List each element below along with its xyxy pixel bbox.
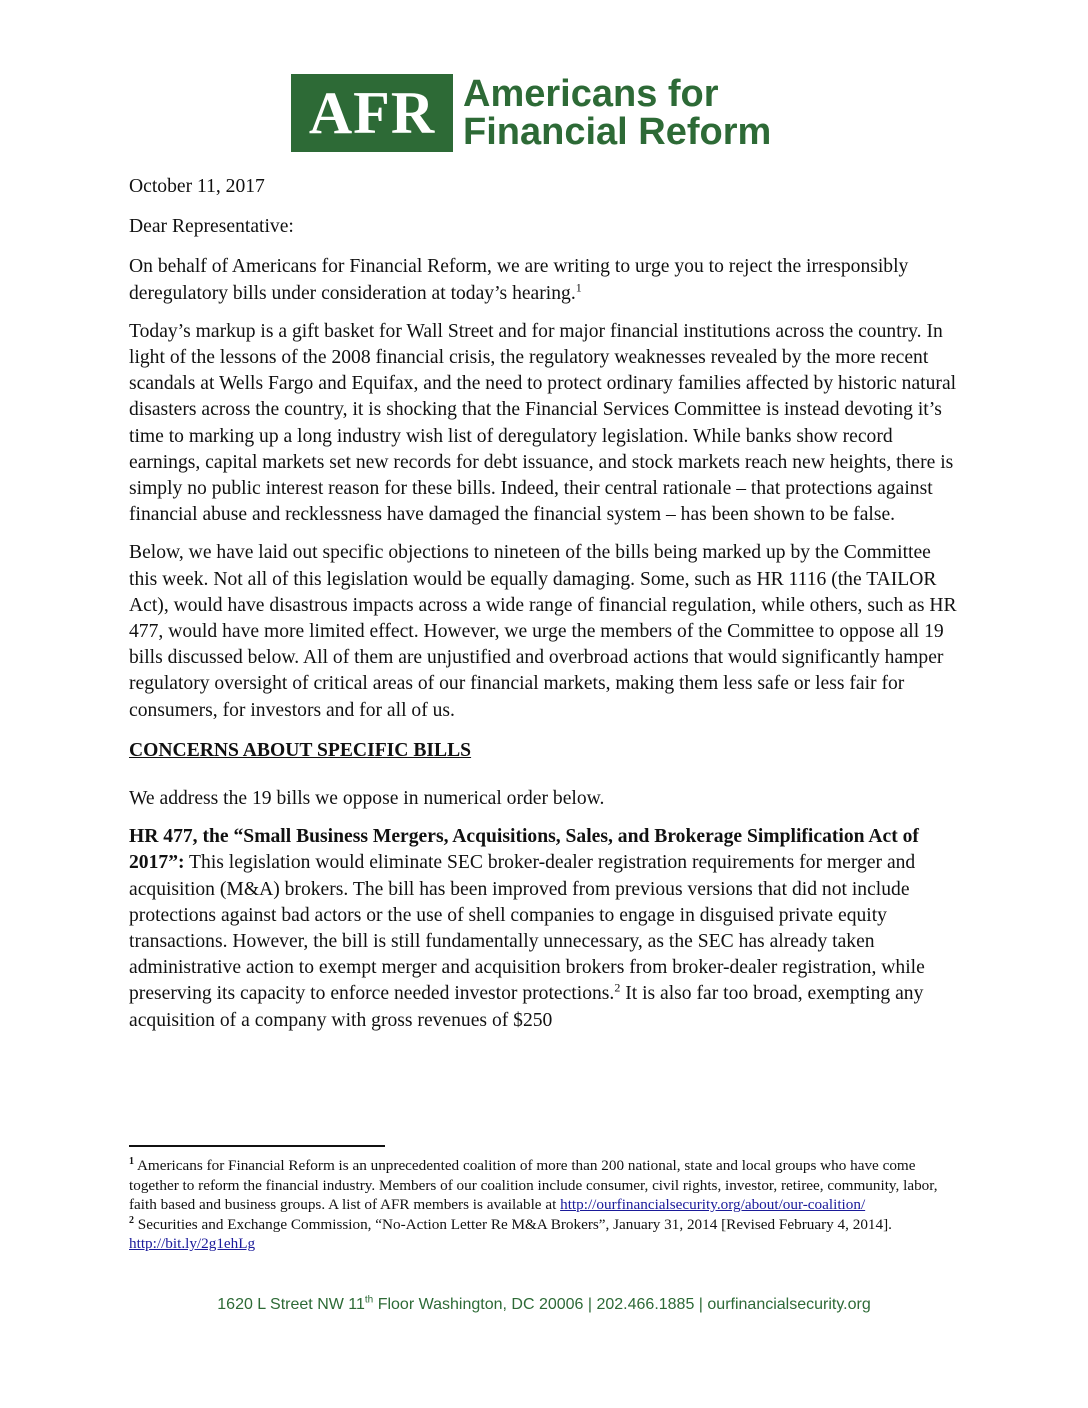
footnote-1 bbox=[129, 1156, 959, 1215]
footnote-2-number: 2 bbox=[129, 1214, 134, 1226]
paragraph-objections: Below, we have laid out specific objections to nineteen of the bills being marked up by the Committee this week. Not all of this legislation would be equally damaging. Some, such as HR 1116 (the TAILOR Act), would have disastrous impacts across a wide range of financial regulation, while others, such as HR 477, would have more limited effect. However, we urge the members of the Committee to oppose all 19 bills discussed below. All of them are unjustified and overbroad actions that would significantly hamper regulatory oversight of critical areas of our financial markets, making them less safe or less fair for consumers, for investors and for all of us. bbox=[129, 542, 957, 721]
footnote-1-text: Americans for Financial Reform is an unprecedented coalition of more than 200 national, state and local groups who have come together to reform the financial industry. Members of our coalition include consumer, civil rights, investor, retiree, community, labor, faith based and business groups. A list of AFR members is available at bbox=[129, 1157, 938, 1213]
paragraph-intro-text: On behalf of Americans for Financial Reform, we are writing to urge you to reject the irresponsibly deregulatory bills under consideration at today’s hearing. bbox=[129, 256, 909, 304]
footer-address-sup: th bbox=[364, 1294, 374, 1306]
bill-title-hr477: HR 477, the “Small Business Mergers, Acquisitions, Sales, and Brokerage Simplification Act of 2017”: bbox=[129, 826, 919, 874]
afr-logo bbox=[291, 74, 771, 152]
footnote-divider bbox=[129, 1145, 385, 1147]
paragraph-bills-intro: We address the 19 bills we oppose in numerical order below. bbox=[129, 788, 605, 810]
footnote-2 bbox=[129, 1215, 959, 1254]
bill-text-hr477-cont: It is also far too broad, exempting any acquisition of a company with gross revenues of $250 bbox=[129, 983, 924, 1031]
letter-body bbox=[129, 174, 959, 1046]
letter-greeting: Dear Representative: bbox=[129, 216, 294, 238]
bill-text-hr477: This legislation would eliminate SEC broker-dealer registration requirements for merger and acquisition (M&A) brokers. The bill has been improved from previous versions that did not include protections against bad actors or the use of shell companies to engage in disguised private equity transactions. However, the bill is still fundamentally unnecessary, as the SEC has already taken administrative action to exempt merger and acquisition brokers from broker-dealer registration, while preserving its capacity to enforce needed investor protections. bbox=[129, 852, 925, 1005]
logo-line-2: Financial Reform bbox=[463, 111, 772, 153]
afr-logo-mark: AFR bbox=[291, 74, 453, 152]
footnote-ref-1[interactable]: 1 bbox=[575, 280, 582, 295]
paragraph-intro bbox=[129, 254, 959, 306]
paragraph-hr477 bbox=[129, 824, 959, 1034]
footnote-1-number: 1 bbox=[129, 1155, 134, 1167]
footer-address-pre: 1620 L Street NW 11 bbox=[217, 1296, 365, 1313]
page-footer bbox=[0, 1296, 1088, 1314]
section-heading: CONCERNS ABOUT SPECIFIC BILLS bbox=[129, 739, 472, 761]
paragraph-markup: Today’s markup is a gift basket for Wall Street and for major financial institutions across the country. In light of the lessons of the 2008 financial crisis, the regulatory weaknesses revealed by the more recent scandals at Wells Fargo and Equifax, and the need to protect ordinary families affected by historic natural disasters across the country, it is shocking that the Financial Services Committee is instead devoting it’s time to marking up a long industry wish list of deregulatory legislation. While banks show record earnings, capital markets set new records for debt issuance, and stock markets reach new heights, there is simply no public interest reason for these bills. Indeed, their central rationale – that protections against financial abuse and recklessness have damaged the financial system – has been shown to be false. bbox=[129, 320, 957, 526]
footnote-1-link[interactable]: http://ourfinancialsecurity.org/about/our-coalition/ bbox=[560, 1196, 866, 1213]
logo-line-1: Americans for bbox=[463, 73, 719, 115]
footnote-2-link[interactable]: http://bit.ly/2g1ehLg bbox=[129, 1235, 256, 1252]
footnote-ref-2[interactable]: 2 bbox=[614, 980, 621, 995]
footnote-2-text: Securities and Exchange Commission, “No-Action Letter Re M&A Brokers”, January 31, 2014 [Revised February 4, 2014]. bbox=[134, 1215, 892, 1233]
footer-address-post: Floor Washington, DC 20006 | 202.466.1885 | ourfinancialsecurity.org bbox=[373, 1296, 871, 1313]
afr-logo-wordmark bbox=[463, 75, 771, 151]
letter-date: October 11, 2017 bbox=[129, 176, 265, 197]
footnotes bbox=[129, 1156, 959, 1254]
